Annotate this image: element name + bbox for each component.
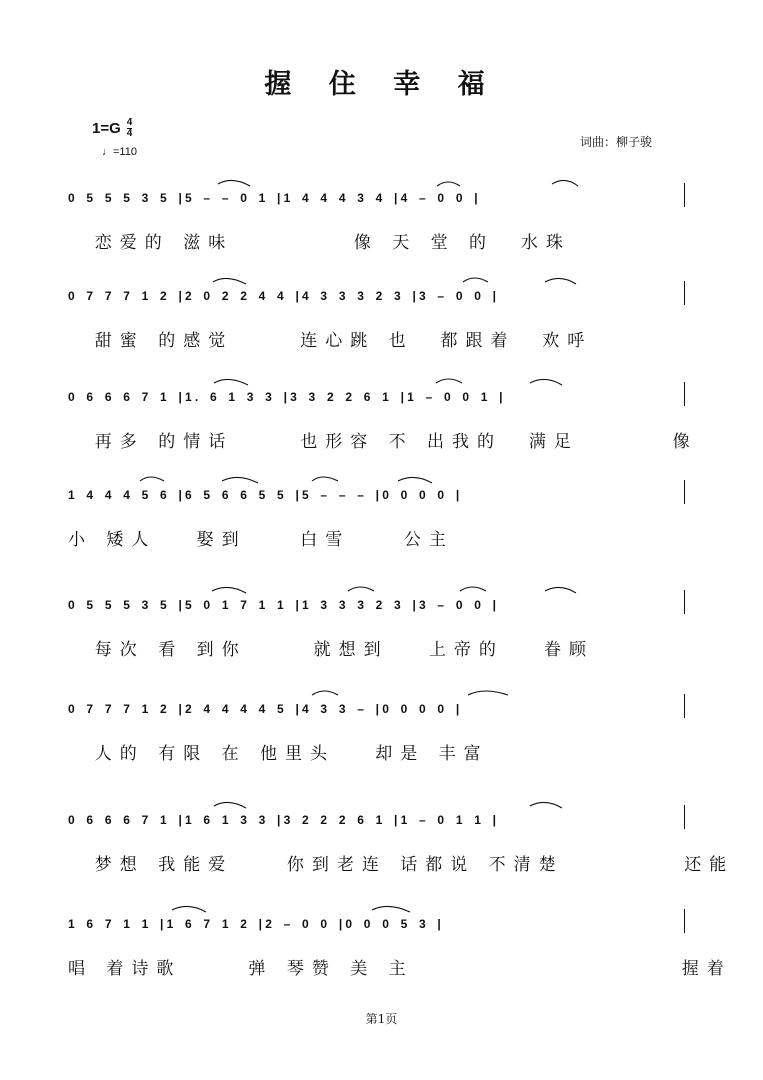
tie-arc [348, 587, 374, 591]
tie-arc [312, 477, 338, 481]
notation-line: 1 4 4 4 5 6 |6 5 6 6 5 5 |5 – – – |0 0 0 0 | [68, 488, 463, 502]
score-row [0, 483, 763, 553]
key-signature [92, 118, 132, 139]
tie-arc [468, 691, 508, 695]
lyric-line: 再多 的情话 也形容 不 出我的 满足 像 [68, 432, 698, 452]
final-barline [684, 694, 685, 718]
lyric-line: 小 矮人 娶到 白雪 公主 [68, 530, 454, 550]
meter-top: 4 [126, 117, 133, 128]
final-barline [684, 183, 685, 207]
score-row [0, 284, 763, 354]
notation-line: 0 7 7 7 1 2 |2 0 2 2 4 4 |4 3 3 3 2 3 |3 – 0 0 | [68, 289, 500, 303]
tie-arc [463, 278, 488, 282]
tie-arc [312, 691, 338, 695]
score-row [0, 593, 763, 663]
score-row [0, 912, 763, 982]
notation-line: 0 6 6 6 7 1 |1. 6 1 3 3 |3 3 2 2 6 1 |1 – 0 0 1 | [68, 390, 506, 404]
final-barline [684, 281, 685, 305]
final-barline [684, 480, 685, 504]
song-title: 握 住 幸 福 [264, 69, 499, 100]
score-row [0, 186, 763, 256]
lyric-line: 梦想 我能爱 你到老连 话都说 不清楚 还能 [68, 855, 735, 875]
notation-line: 1 6 7 1 1 |1 6 7 1 2 |2 – 0 0 |0 0 0 5 3 | [68, 917, 444, 931]
lyric-line: 人的 有限 在 他里头 却是 丰富 [68, 744, 489, 764]
lyric-line: 恋爱的 滋味 像 天 堂 的 水珠 [68, 233, 571, 253]
notation-line: 0 5 5 5 3 5 |5 – – 0 1 |1 4 4 4 3 4 |4 – 0 0 | [68, 191, 481, 205]
meter-bottom: 4 [126, 128, 133, 139]
notation-line: 0 7 7 7 1 2 |2 4 4 4 4 5 |4 3 3 – |0 0 0 0 | [68, 702, 463, 716]
key-label: 1=G [92, 120, 121, 137]
score-row [0, 385, 763, 455]
score-row [0, 697, 763, 767]
page-number: 第1页 [365, 1012, 398, 1026]
lyric-line: 每次 看 到你 就想到 上帝的 眷顾 [68, 640, 595, 660]
final-barline [684, 805, 685, 829]
time-signature [127, 118, 133, 139]
notation-line: 0 5 5 5 3 5 |5 0 1 7 1 1 |1 3 3 3 2 3 |3 – 0 0 | [68, 598, 500, 612]
tie-arc [460, 587, 486, 591]
tie-arc [140, 477, 164, 481]
tempo-marking: ♩=110 [102, 146, 137, 158]
composer-credit: 词曲：柳子骏 [580, 135, 653, 149]
final-barline [684, 909, 685, 933]
lyric-line: 甜蜜 的感觉 连心跳 也 都跟着 欢呼 [68, 331, 593, 351]
final-barline [684, 382, 685, 406]
notation-line: 0 6 6 6 7 1 |1 6 1 3 3 |3 2 2 2 6 1 |1 – 0 1 1 | [68, 813, 500, 827]
tie-arc [436, 379, 462, 383]
final-barline [684, 590, 685, 614]
lyric-line: 唱 着诗歌 弹 琴赞 美 主 握着 [68, 959, 732, 979]
score-row [0, 808, 763, 878]
